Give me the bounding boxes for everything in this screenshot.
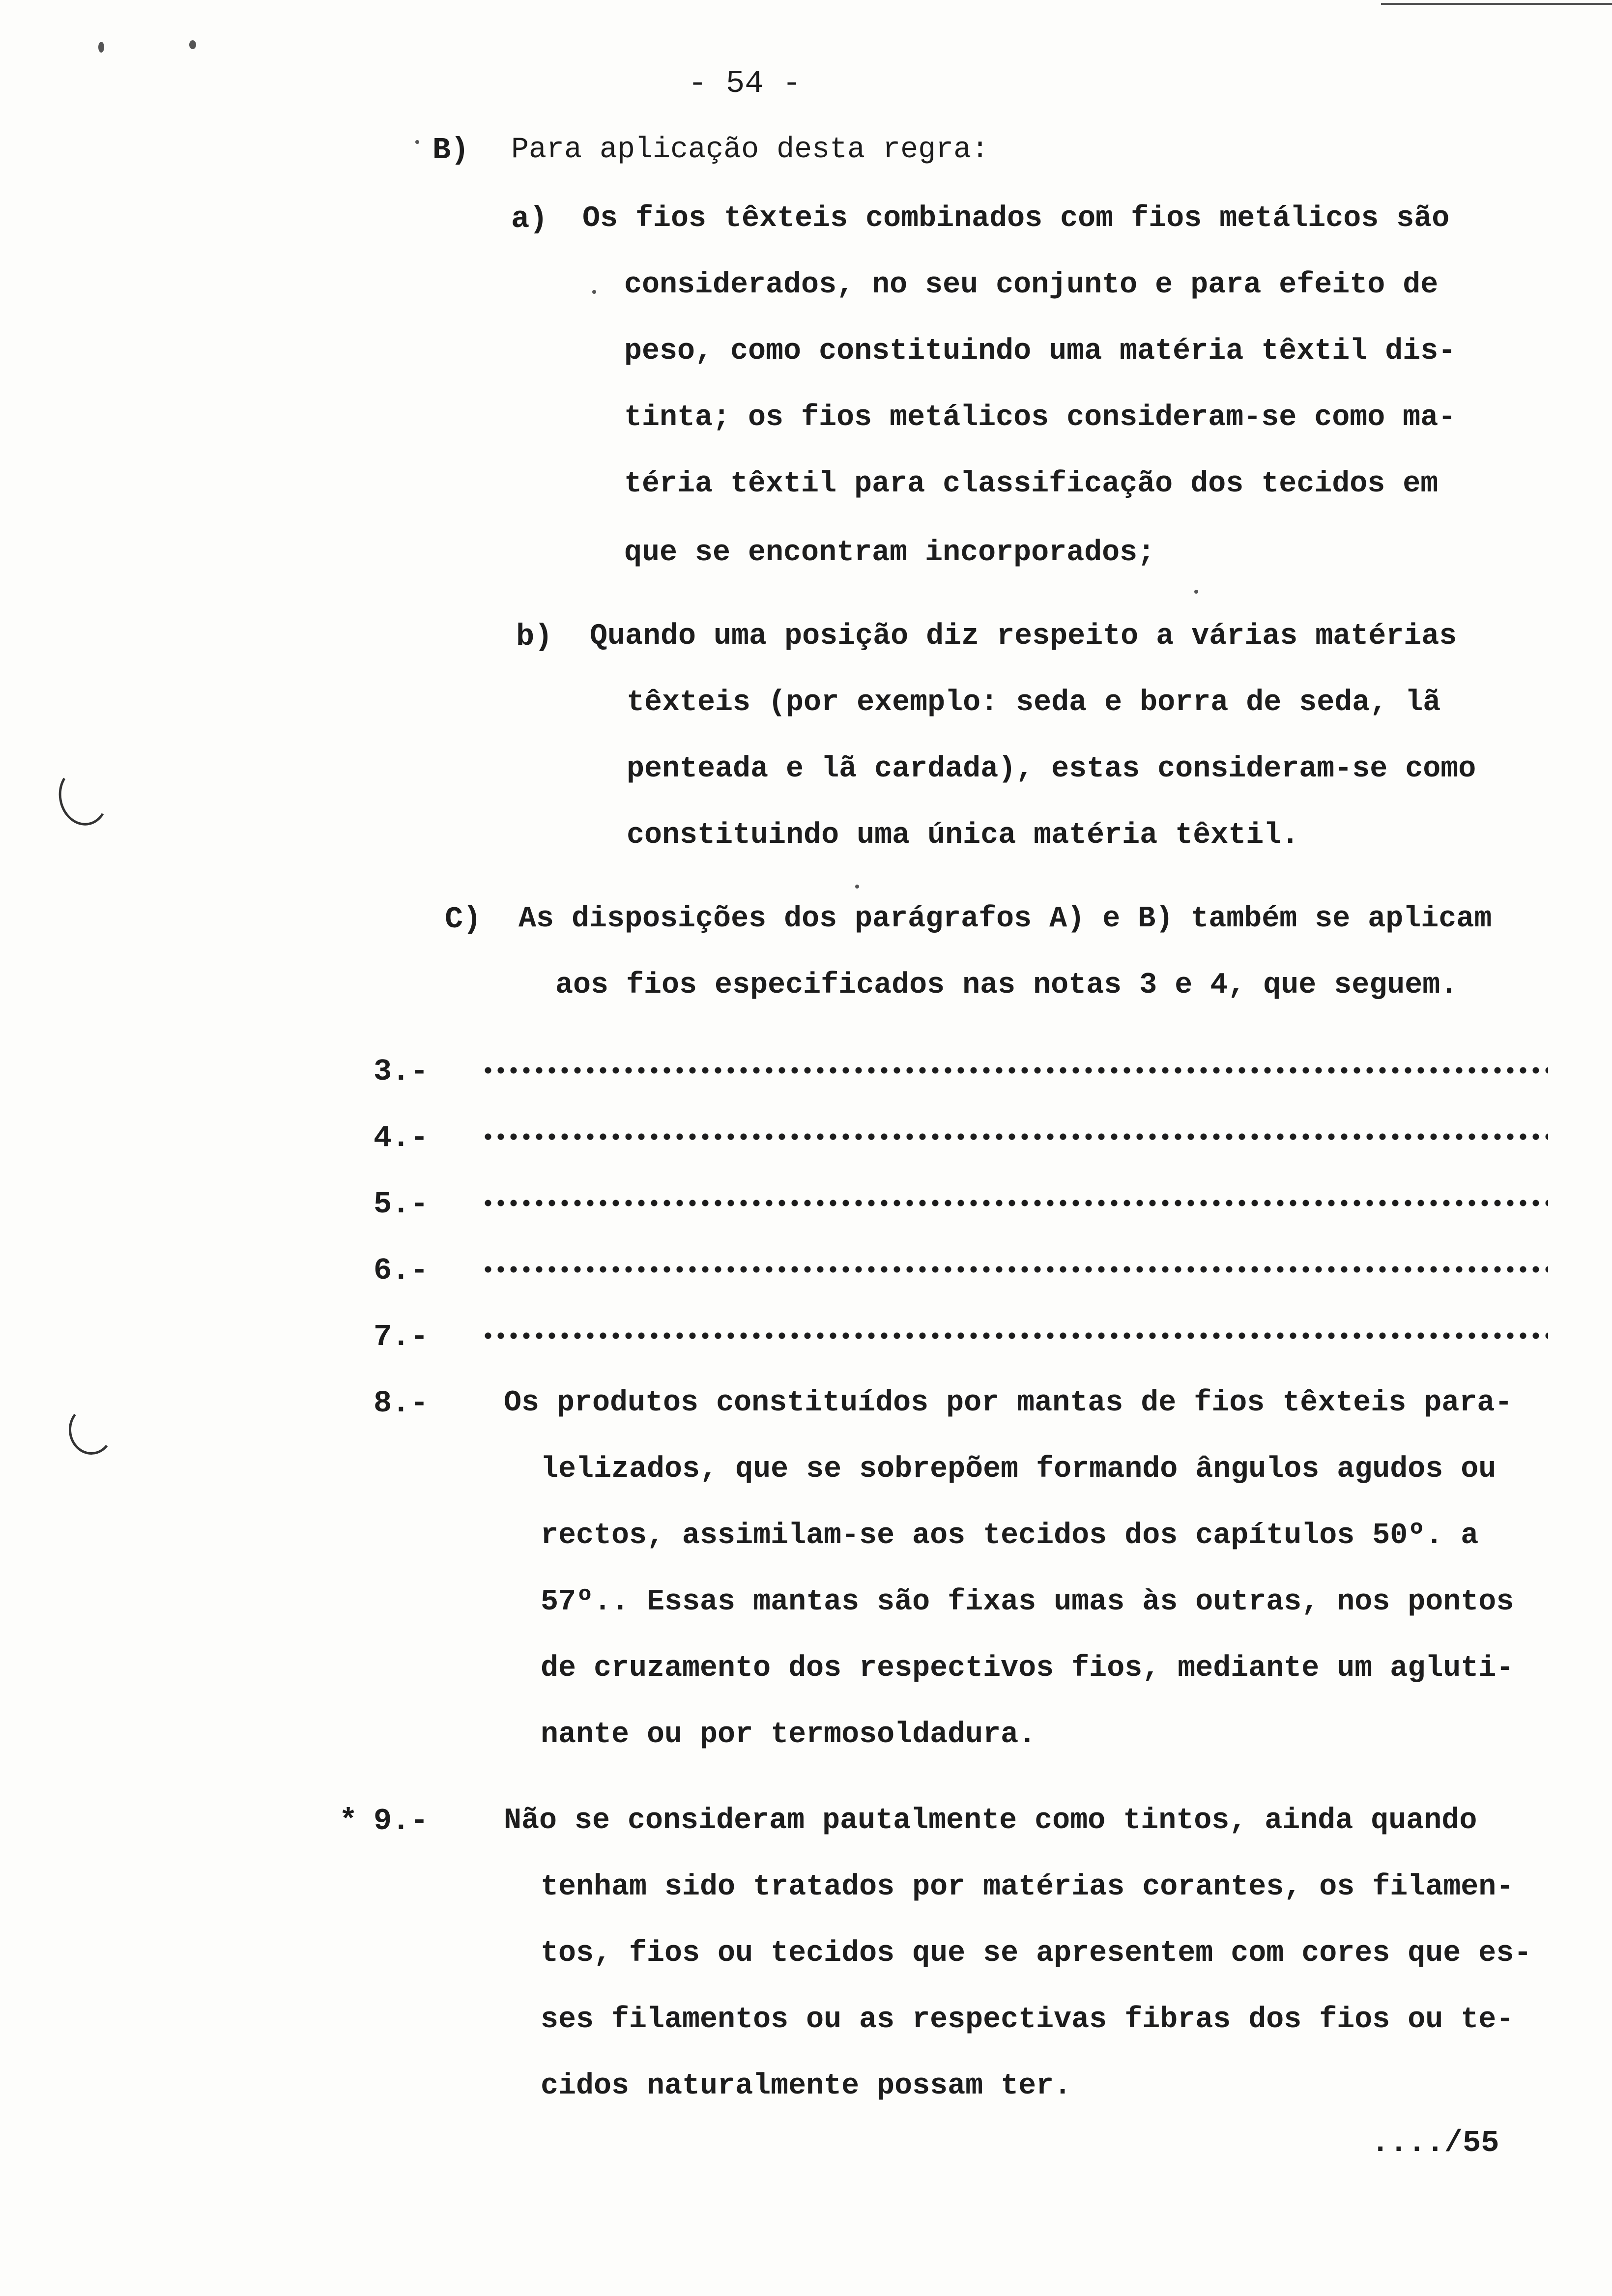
item-a-line: que se encontram incorporados; — [624, 536, 1155, 570]
omitted-text-dots — [482, 1264, 1548, 1274]
note-9-line: cidos naturalmente possam ter. — [541, 2069, 1072, 2103]
omitted-text-dots — [482, 1198, 1548, 1208]
scan-speck — [592, 290, 596, 294]
note-9-asterisk: * — [339, 1804, 358, 1838]
page-number: - 54 - — [688, 66, 802, 102]
item-a-line: peso, como constituindo uma matéria têxtil dis- — [624, 335, 1456, 368]
item-b-line: têxteis (por exemplo: seda e borra de seda, lã — [627, 686, 1441, 719]
note-8-line: lelizados, que se sobrepõem formando ângulos agudos ou — [541, 1453, 1497, 1486]
note-9-line: Não se consideram pautalmente como tintos, ainda quando — [504, 1804, 1477, 1837]
omitted-text-dots — [482, 1132, 1548, 1142]
item-a-marker: a) — [511, 201, 548, 236]
note-number: 3.- — [374, 1054, 429, 1089]
scan-speck — [98, 42, 104, 53]
note-8-line: Os produtos constituídos por mantas de fios têxteis para- — [504, 1386, 1513, 1420]
continuation-marker: ..../55 — [1371, 2125, 1499, 2160]
item-b-line: constituindo uma única matéria têxtil. — [627, 819, 1299, 852]
scan-speck — [189, 40, 196, 49]
item-a-line: tinta; os fios metálicos consideram-se como ma- — [624, 401, 1456, 434]
note-8-line: rectos, assimilam-se aos tecidos dos capítulos 50º. a — [541, 1519, 1479, 1552]
section-c-line: aos fios especificados nas notas 3 e 4, que seguem. — [555, 969, 1458, 1002]
note-number: 7.- — [374, 1320, 429, 1354]
note-number: 5.- — [374, 1187, 429, 1222]
punch-hole-mark — [67, 1404, 115, 1456]
item-b-line: Quando uma posição diz respeito a várias matérias — [590, 620, 1457, 653]
item-b-marker: b) — [516, 619, 553, 654]
note-number: 6.- — [374, 1253, 429, 1288]
omitted-text-dots — [482, 1065, 1548, 1075]
section-b-intro: Para aplicação desta regra: — [511, 133, 989, 167]
scan-speck — [1194, 590, 1198, 594]
note-9-line: ses filamentos ou as respectivas fibras dos fios ou te- — [541, 2003, 1514, 2037]
omitted-text-dots — [482, 1331, 1548, 1341]
note-9-line: tenham sido tratados por matérias corantes, os filamen- — [541, 1870, 1514, 1904]
section-b-marker: B) — [432, 133, 469, 168]
item-a-line: téria têxtil para classificação dos tecidos em — [624, 467, 1439, 501]
item-a-line: Os fios têxteis combinados com fios metálicos são — [582, 202, 1450, 235]
scan-speck — [415, 140, 419, 144]
punch-hole-mark — [54, 763, 113, 830]
section-c-marker: C) — [445, 902, 482, 937]
item-b-line: penteada e lã cardada), estas consideram-se como — [627, 752, 1476, 786]
note-9-line: tos, fios ou tecidos que se apresentem com cores que es- — [541, 1937, 1532, 1970]
note-8-line: nante ou por termosoldadura. — [541, 1718, 1036, 1751]
note-9-number: 9.- — [374, 1804, 429, 1838]
note-8-line: 57º.. Essas mantas são fixas umas às outras, nos pontos — [541, 1585, 1514, 1619]
scan-speck — [855, 885, 859, 889]
section-c-line: As disposições dos parágrafos A) e B) também se aplicam — [518, 902, 1492, 936]
scan-edge-line — [1381, 3, 1612, 5]
note-number: 4.- — [374, 1120, 429, 1155]
item-a-line: considerados, no seu conjunto e para efeito de — [624, 268, 1439, 302]
note-8-number: 8.- — [374, 1386, 429, 1421]
note-8-line: de cruzamento dos respectivos fios, mediante um agluti- — [541, 1652, 1514, 1685]
